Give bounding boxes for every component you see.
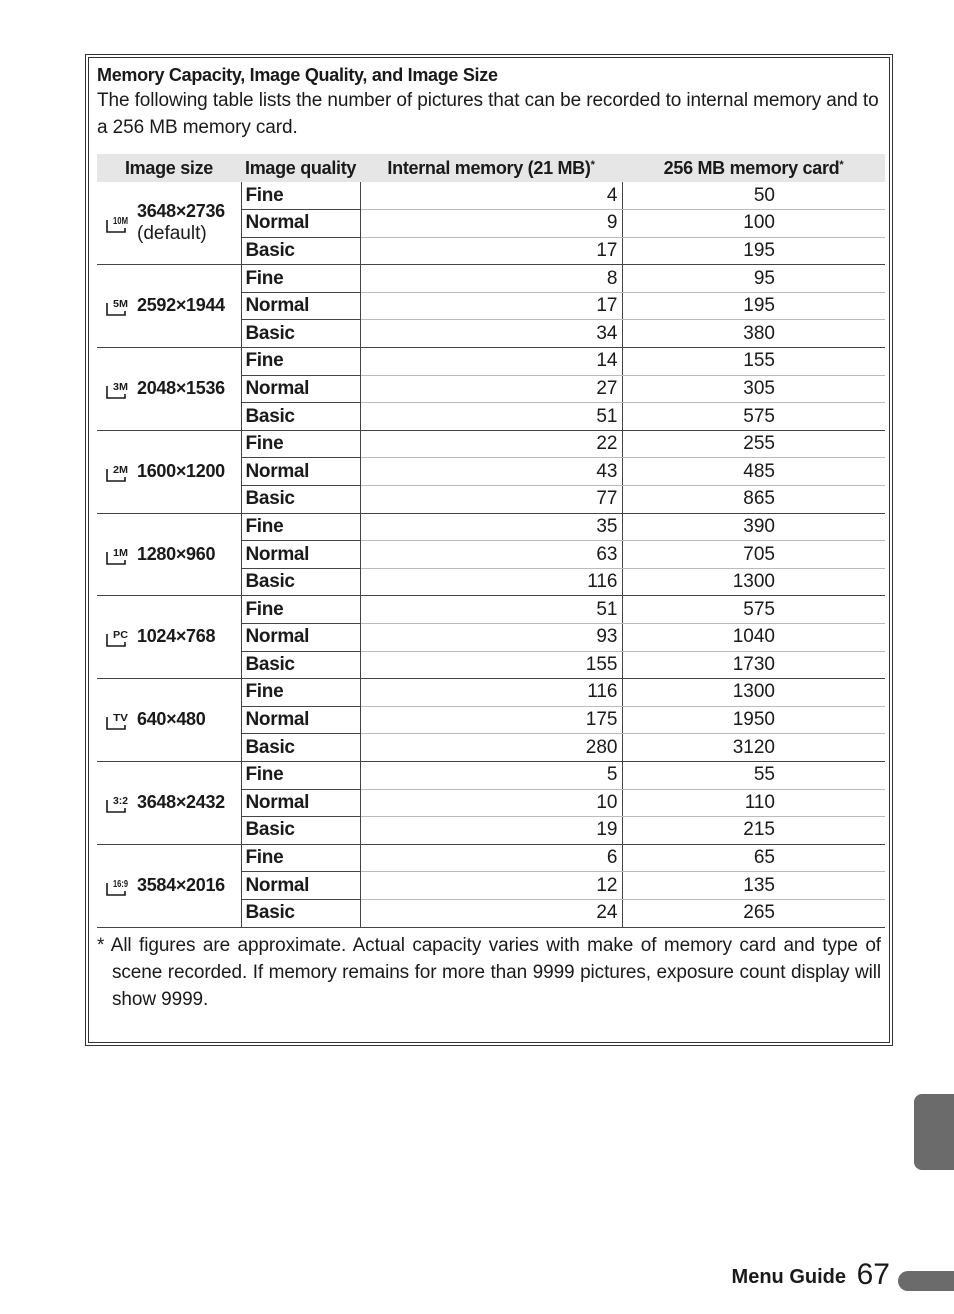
box-intro: The following table lists the number of pictures that can be recorded to internal memory and to a 256 MB memory card.: [97, 90, 879, 138]
internal-memory-count: 5: [360, 761, 622, 789]
memory-card-count: 390: [622, 513, 885, 541]
internal-memory-count: 43: [360, 458, 622, 486]
image-quality-cell: Normal: [241, 624, 360, 652]
image-size-cell: [97, 761, 241, 844]
svg-text:5M: 5M: [113, 299, 128, 311]
svg-text:TV: TV: [113, 713, 129, 725]
capacity-table: [97, 154, 885, 928]
image-size-label: 3648×2432: [137, 791, 225, 812]
image-size-cell: [97, 513, 241, 596]
internal-memory-count: 17: [360, 237, 622, 265]
image-size-sublabel: (default): [137, 223, 207, 245]
memory-card-count: 135: [622, 872, 885, 900]
image-quality-cell: Basic: [241, 237, 360, 265]
image-quality-cell: Fine: [241, 182, 360, 210]
svg-text:3M: 3M: [113, 381, 128, 393]
image-quality-cell: Fine: [241, 348, 360, 376]
memory-card-count: 265: [622, 899, 885, 927]
image-quality-cell: Fine: [241, 679, 360, 707]
internal-memory-count: 27: [360, 375, 622, 403]
image-size-pc-icon: [105, 626, 129, 648]
memory-card-count: 1950: [622, 706, 885, 734]
image-size-cell: [97, 348, 241, 431]
image-size-label: 3648×2736: [137, 201, 225, 222]
memory-card-count: 1300: [622, 679, 885, 707]
header-image-size: Image size: [97, 154, 241, 182]
image-quality-cell: Basic: [241, 734, 360, 762]
internal-memory-count: 19: [360, 817, 622, 845]
svg-text:10M: 10M: [113, 216, 128, 228]
image-quality-cell: Basic: [241, 651, 360, 679]
image-quality-cell: Fine: [241, 844, 360, 872]
image-size-32-icon: [105, 792, 129, 814]
image-quality-cell: Normal: [241, 375, 360, 403]
internal-memory-count: 280: [360, 734, 622, 762]
image-quality-cell: Basic: [241, 403, 360, 431]
internal-memory-count: 10: [360, 789, 622, 817]
memory-card-count: 195: [622, 237, 885, 265]
image-quality-cell: Basic: [241, 320, 360, 348]
box-title: Memory Capacity, Image Quality, and Image Size: [97, 65, 498, 85]
header-memory-card: 256 MB memory card*: [622, 154, 885, 182]
memory-card-count: 215: [622, 817, 885, 845]
image-quality-cell: Normal: [241, 458, 360, 486]
header-image-quality: Image quality: [241, 154, 360, 182]
image-quality-cell: Basic: [241, 899, 360, 927]
internal-memory-count: 4: [360, 182, 622, 210]
image-quality-cell: Normal: [241, 706, 360, 734]
table-row: [97, 844, 885, 872]
table-row: [97, 348, 885, 376]
image-size-label: 2592×1944: [137, 295, 225, 316]
image-quality-cell: Basic: [241, 486, 360, 514]
svg-text:3:2: 3:2: [113, 795, 129, 807]
internal-memory-count: 63: [360, 541, 622, 569]
internal-memory-count: 12: [360, 872, 622, 900]
memory-card-count: 575: [622, 596, 885, 624]
memory-card-count: 255: [622, 430, 885, 458]
table-row: [97, 513, 885, 541]
internal-memory-count: 34: [360, 320, 622, 348]
image-quality-cell: Basic: [241, 817, 360, 845]
memory-card-count: 1730: [622, 651, 885, 679]
table-row: [97, 761, 885, 789]
internal-memory-count: 17: [360, 292, 622, 320]
internal-memory-count: 22: [360, 430, 622, 458]
image-size-tv-icon: [105, 709, 129, 731]
memory-card-count: 1040: [622, 624, 885, 652]
table-row: [97, 182, 885, 210]
memory-card-count: 575: [622, 403, 885, 431]
memory-card-count: 100: [622, 210, 885, 238]
image-quality-cell: Normal: [241, 210, 360, 238]
memory-card-count: 95: [622, 265, 885, 293]
internal-memory-count: 51: [360, 403, 622, 431]
svg-text:2M: 2M: [113, 464, 128, 476]
internal-memory-count: 8: [360, 265, 622, 293]
table-row: [97, 679, 885, 707]
header-internal-memory: Internal memory (21 MB)*: [360, 154, 622, 182]
internal-memory-count: 9: [360, 210, 622, 238]
memory-capacity-box-inner: [88, 57, 890, 1043]
memory-card-count: 705: [622, 541, 885, 569]
memory-card-count: 380: [622, 320, 885, 348]
memory-card-count: 865: [622, 486, 885, 514]
image-size-2m-icon: [105, 461, 129, 483]
image-quality-cell: Fine: [241, 596, 360, 624]
internal-memory-count: 14: [360, 348, 622, 376]
image-size-label: 1600×1200: [137, 460, 225, 481]
image-size-169-icon: [105, 875, 129, 897]
internal-memory-count: 155: [360, 651, 622, 679]
image-quality-cell: Fine: [241, 265, 360, 293]
internal-memory-count: 116: [360, 568, 622, 596]
image-size-10m-icon: [105, 212, 129, 234]
memory-card-count: 55: [622, 761, 885, 789]
image-size-label: 640×480: [137, 709, 206, 730]
image-size-3m-icon: [105, 378, 129, 400]
svg-text:PC: PC: [113, 630, 128, 642]
image-size-cell: [97, 844, 241, 927]
memory-card-count: 485: [622, 458, 885, 486]
footer-section-label: Menu Guide: [731, 1266, 846, 1288]
image-quality-cell: Fine: [241, 513, 360, 541]
svg-text:16:9: 16:9: [113, 878, 129, 890]
image-quality-cell: Normal: [241, 292, 360, 320]
table-row: [97, 265, 885, 293]
image-size-label: 1024×768: [137, 626, 216, 647]
table-header-row: [97, 154, 885, 182]
internal-memory-count: 24: [360, 899, 622, 927]
page-number: 67: [856, 1258, 890, 1291]
image-size-label: 3584×2016: [137, 874, 225, 895]
memory-capacity-box: [85, 54, 893, 1046]
memory-card-count: 155: [622, 348, 885, 376]
image-quality-cell: Normal: [241, 872, 360, 900]
internal-memory-count: 175: [360, 706, 622, 734]
image-size-1m-icon: [105, 544, 129, 566]
internal-memory-count: 6: [360, 844, 622, 872]
image-quality-cell: Fine: [241, 761, 360, 789]
internal-memory-count: 77: [360, 486, 622, 514]
image-size-cell: [97, 679, 241, 762]
image-size-5m-icon: [105, 295, 129, 317]
image-size-cell: [97, 430, 241, 513]
image-quality-cell: Normal: [241, 541, 360, 569]
image-quality-cell: Fine: [241, 430, 360, 458]
internal-memory-count: 116: [360, 679, 622, 707]
internal-memory-count: 93: [360, 624, 622, 652]
svg-text:1M: 1M: [113, 547, 128, 559]
memory-card-count: 110: [622, 789, 885, 817]
table-row: [97, 430, 885, 458]
internal-memory-count: 35: [360, 513, 622, 541]
memory-card-count: 3120: [622, 734, 885, 762]
table-body: [97, 182, 885, 927]
table-row: [97, 596, 885, 624]
footer-bar: [898, 1271, 954, 1291]
internal-memory-count: 51: [360, 596, 622, 624]
image-size-cell: [97, 596, 241, 679]
image-size-cell: [97, 182, 241, 265]
memory-card-count: 1300: [622, 568, 885, 596]
memory-card-count: 305: [622, 375, 885, 403]
image-size-label: 1280×960: [137, 543, 216, 564]
image-size-cell: [97, 265, 241, 348]
image-quality-cell: Normal: [241, 789, 360, 817]
footnote: * All figures are approximate. Actual capacity varies with make of memory card and type of scene recorded. If memory remains for more than 9999 pictures, exposure count display will show 9999.: [97, 934, 881, 1010]
section-tab-marker: [914, 1094, 954, 1170]
image-size-label: 2048×1536: [137, 377, 225, 398]
memory-card-count: 50: [622, 182, 885, 210]
memory-card-count: 195: [622, 292, 885, 320]
image-quality-cell: Basic: [241, 568, 360, 596]
memory-card-count: 65: [622, 844, 885, 872]
